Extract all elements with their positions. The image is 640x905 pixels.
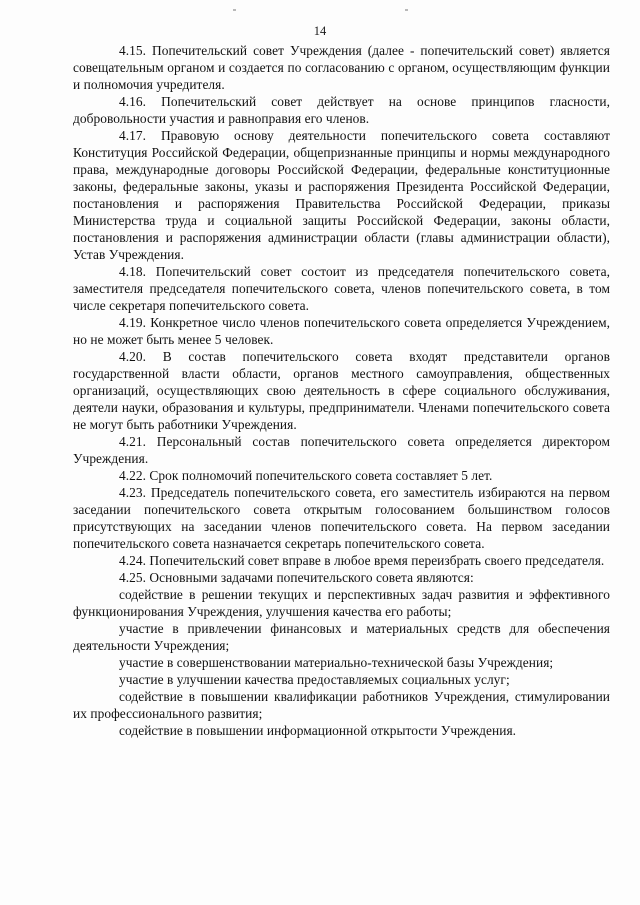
paragraph-4-25: 4.25. Основными задачами попечительского совета являются: [119, 570, 474, 585]
paragraph-4-23: 4.23. Председатель попечительского совета, его заместитель избираются на первом заседании попечительского совета открытым голосованием большинством голосов присутствующих на заседании членов попечительского совета. На первом заседании попечительского совета назначается секретарь попечительского совета. [73, 485, 610, 551]
task-list-item: содействие в повышении квалификации работников Учреждения, стимулировании их профессионального развития; [73, 689, 610, 721]
task-list-item: содействие в повышении информационной открытости Учреждения. [119, 723, 517, 738]
paragraph-4-16: 4.16. Попечительский совет действует на основе принципов гласности, добровольности участия и равноправия его членов. [73, 94, 610, 126]
task-list-item: содействие в решении текущих и перспективных задач развития и эффективного функционирования Учреждения, улучшения качества его работы; [73, 587, 610, 619]
paragraph-4-18: 4.18. Попечительский совет состоит из председателя попечительского совета, заместителя председателя попечительского совета, членов попечительского совета, в том числе секретаря попечительского совета. [73, 264, 610, 313]
task-list-item: участие в привлечении финансовых и материальных средств для обеспечения деятельности Учреждения; [73, 621, 610, 653]
page-number: 14 [313, 24, 327, 38]
scan-artifact [233, 9, 236, 11]
scan-artifact [405, 9, 408, 11]
task-list-item: участие в совершенствовании материально-технической базы Учреждения; [119, 655, 554, 670]
paragraph-4-24: 4.24. Попечительский совет вправе в любое время переизбрать своего председателя. [119, 553, 605, 568]
paragraph-4-21: 4.21. Персональный состав попечительского совета определяется директором Учреждения. [73, 434, 610, 466]
task-list-item: участие в улучшении качества предоставляемых социальных услуг; [119, 672, 510, 687]
paragraph-4-17: 4.17. Правовую основу деятельности попечительского совета составляют Конституция Российской Федерации, общепризнанные принципы и нормы международного права, международные договоры Российской Федерации, федеральные конституционные законы, федеральные законы, указы и распоряжения Президента Российской Федерации, постановления и распоряжения Правительства Российской Федерации, приказы Министерства труда и социальной защиты Российской Федерации, законы области, постановления и распоряжения администрации области (главы администрации области), Устав Учреждения. [73, 128, 610, 262]
paragraph-4-20: 4.20. В состав попечительского совета входят представители органов государственной власти области, органов местного самоуправления, общественных организаций, осуществляющих свою деятельность в сфере социального обслуживания, деятели науки, образования и культуры, предприниматели. Членами попечительского совета не могут быть работники Учреждения. [73, 349, 610, 432]
paragraph-4-19: 4.19. Конкретное число членов попечительского совета определяется Учреждением, но не может быть менее 5 человек. [73, 315, 610, 347]
paragraph-4-22: 4.22. Срок полномочий попечительского совета составляет 5 лет. [119, 468, 493, 483]
document-body [73, 42, 610, 739]
paragraph-4-15: 4.15. Попечительский совет Учреждения (далее - попечительский совет) является совещательным органом и создается по согласованию с органом, осуществляющим функции и полномочия учредителя. [73, 43, 610, 92]
